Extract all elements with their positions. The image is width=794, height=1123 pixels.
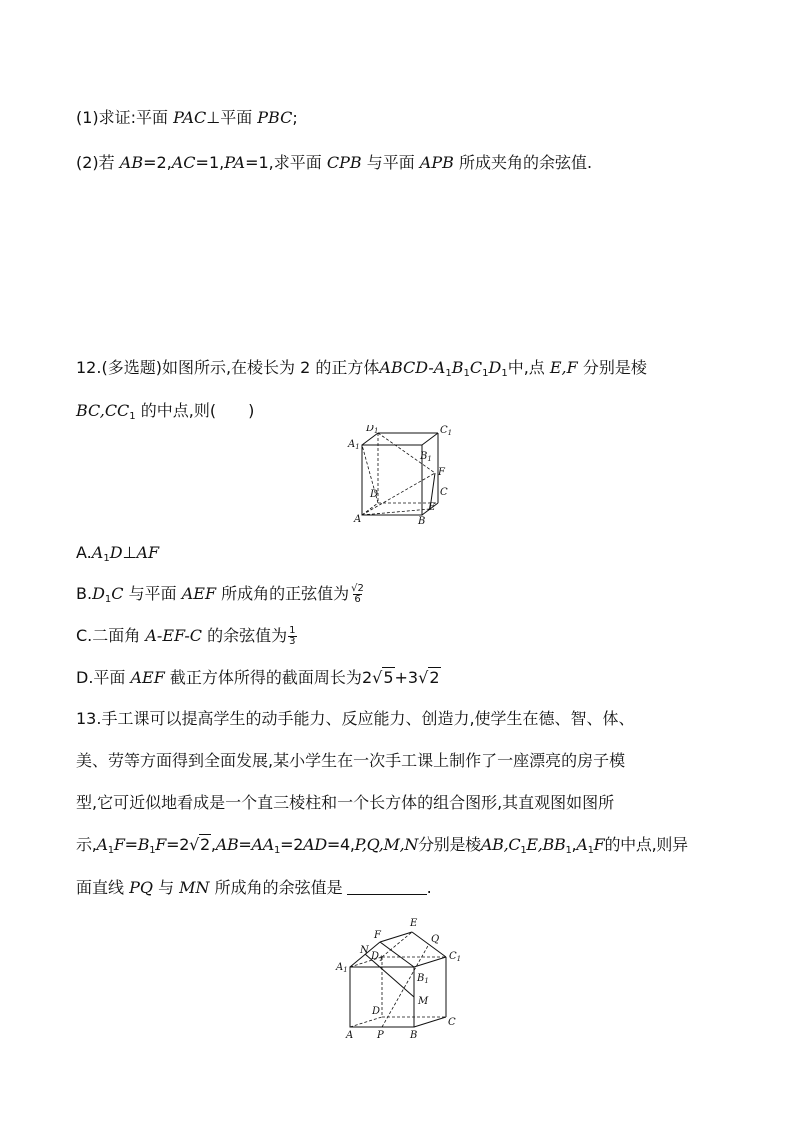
label-A: A: [346, 1030, 354, 1041]
answer-blank[interactable]: [347, 878, 427, 895]
q13-line2: 美、劳等方面得到全面发展,某小学生在一次手工课上制作了一座漂亮的房子模: [76, 751, 626, 770]
q13-line5: 面直线 PQ 与 MN 所成角的余弦值是 .: [76, 878, 432, 897]
label-E: E: [428, 502, 436, 513]
q11-part2: (2)若 AB=2,AC=1,PA=1,求平面 CPB 与平面 APB 所成夹角的余弦值.: [76, 153, 593, 172]
label-D1: $D_1$: [371, 951, 384, 963]
house-figure: [330, 912, 480, 1042]
label-A1: $A_1$: [336, 962, 348, 974]
q12-option-b: $B.D_1C$ 与平面 AEF 所成角的正弦值为 $\frac{√2}{6}$: [76, 583, 364, 605]
sqrt-2-q13: √2: [189, 835, 210, 854]
q13-line1: 13.手工课可以提高学生的动手能力、反应能力、创造力,使学生在德、智、体、: [76, 709, 635, 728]
q11-part1: (1)求证:平面 PAC⊥平面 PBC;: [76, 108, 298, 127]
label-C: C: [440, 487, 448, 498]
q13-line4: 示$,A_1F=B_1F=2√2,AB=AA_1=2AD=4,P,Q,M,N$分别是棱$AB,C_1E,BB_1,A_1F$的中点,则异: [76, 835, 688, 856]
label-C1: $C_1$: [449, 951, 462, 963]
label-B1: $B_1$: [417, 973, 429, 985]
label-D1: $D_1$: [366, 425, 379, 435]
label-Q: Q: [431, 934, 440, 945]
label-A1: $A_1$: [348, 439, 360, 451]
label-B: B: [418, 516, 426, 525]
q12-option-c: C.二面角 A-EF-C 的余弦值为 $\frac{1}{3}$: [76, 625, 296, 647]
label-B1: $B_1$: [420, 451, 432, 463]
label-F: F: [438, 467, 445, 478]
sqrt-2: √2: [418, 668, 440, 687]
label-D: D: [372, 1006, 381, 1017]
q13-line3: 型,它可近似地看成是一个直三棱柱和一个长方体的组合图形,其直观图如图所: [76, 793, 615, 812]
fraction-sqrt2-over-6: $\frac{√2}{6}$: [351, 583, 364, 605]
q12-stem-line1: 12.(多选题)如图所示,在棱长为 2 的正方体ABCD-$A_1B_1C_1D_1$中,点 E,F 分别是棱: [76, 358, 647, 379]
label-N: N: [360, 945, 369, 956]
sqrt-5: √5: [372, 668, 394, 687]
q12-option-a: $A.A_1D\perp AF$: [76, 543, 160, 564]
q12-stem-line2: $BC,CC_1$ 的中点,则( ): [76, 401, 255, 422]
label-C: C: [448, 1017, 456, 1028]
label-P: P: [377, 1030, 384, 1041]
label-D: D: [370, 489, 379, 500]
label-C1: $C_1$: [440, 425, 453, 437]
label-F: F: [374, 930, 381, 941]
label-B: B: [410, 1030, 418, 1041]
label-E: E: [410, 918, 418, 929]
label-M: M: [418, 996, 429, 1007]
fraction-1-over-3: $\frac{1}{3}$: [289, 625, 296, 647]
q12-option-d: D.平面 AEF 截正方体所得的截面周长为2√5+3√2: [76, 666, 441, 690]
label-A: A: [354, 514, 362, 525]
cube-figure: [340, 425, 470, 525]
